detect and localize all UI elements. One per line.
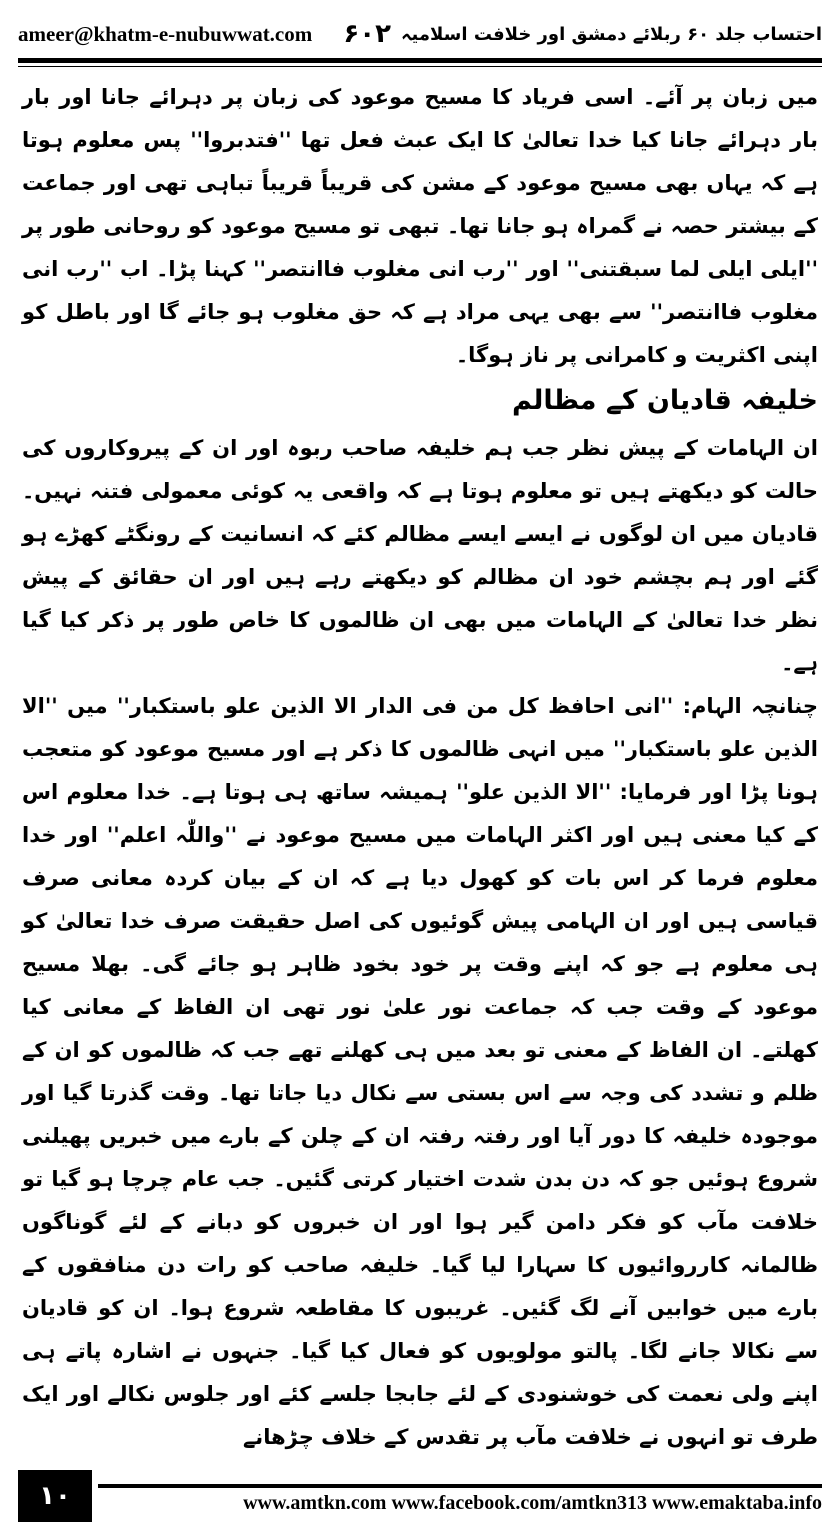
header-rule-thin [18,66,822,67]
paragraph-1: میں زبان پر آئے۔ اسی فریاد کا مسیح موعود کی زبان پر دہرائے جانا اور بار بار دہرائے جانا کیا خدا تعالیٰ کا ایک عبث فعل تھا ''فتدبروا'' پس معلوم ہوتا ہے کہ یہاں بھی مسیح موعود کے مشن کی قریباً قریباً تباہی تھی اور جماعت کے بیشتر حصہ نے گمراہ ہو جانا تھا۔ تبھی تو مسیح موعود کو روحانی طور پر ''ایلی ایلی لما سبقتنی'' اور ''رب انی مغلوب فاانتصر'' کہنا پڑا۔ اب ''رب انی مغلوب فاانتصر'' سے بھی یہی مراد ہے کہ حق مغلوب ہو جائے گا اور باطل کو اپنی اکثریت و کامرانی پر ناز ہوگا۔ [22,85,818,367]
page-body [22,76,818,1450]
header-email[interactable]: ameer@khatm-e-nubuwwat.com [18,21,313,46]
footer-urls[interactable]: www.amtkn.com www.facebook.com/amtkn313 www.emaktaba.info [243,1492,822,1514]
running-title: احتساب جلد ۶۰ ربلائے دمشق اور خلافت اسلامیہ [400,23,822,45]
page-number: ۶۰۲ [343,19,391,49]
header-title-group [343,19,822,49]
page-header [18,14,822,54]
footer-rule [98,1484,822,1488]
page-footer [18,1470,822,1528]
folio-box: ۱۰ [18,1470,92,1522]
header-rule [18,58,822,63]
section-heading: خلیفہ قادیان کے مظالم [512,385,818,416]
paragraph-2: ان الہامات کے پیش نظر جب ہم خلیفہ صاحب ربوہ اور ان کے پیروکاروں کی حالت کو دیکھتے ہیں تو معلوم ہوتا ہے کہ واقعی یہ کوئی معمولی فتنہ نہیں۔ قادیان میں ان لوگوں نے ایسے ایسے مظالم کئے کہ انسانیت کے رونگٹے کھڑے ہو گئے اور ہم بچشم خود ان مظالم کو دیکھتے رہے ہیں اور ان حقائق کے پیش نظر خدا تعالیٰ کے الہامات میں بھی ان ظالموں کا خاص طور پر ذکر کیا گیا ہے۔ [22,436,818,675]
paragraph-3: چنانچہ الہام: ''انی احافظ کل من فی الدار الا الذین علو باستکبار'' میں ''الا الذین علو باستکبار'' میں انہی ظالموں کا ذکر ہے اور مسیح موعود کو متعجب ہونا پڑا اور فرمایا: ''الا الذین علو'' ہمیشہ ساتھ ہی ہوتا ہے۔ خدا معلوم اس کے کیا معنی ہیں اور اکثر الہامات میں مسیح موعود نے ''واللّٰہ اعلم'' اور خدا معلوم فرما کر اس بات کو کھول دیا ہے کہ ان کے بیان کردہ معانی صرف قیاسی ہیں اور ان الہامی پیش گوئیوں کی اصل حقیقت صرف خدا تعالیٰ کو ہی معلوم ہے جو کہ اپنے وقت پر خود بخود ظاہر ہو جائے گی۔ بھلا مسیح موعود کے وقت جب کہ جماعت نور علیٰ نور تھی ان الفاظ کے معانی کیا کھلتے۔ ان الفاظ کے معنی تو بعد میں ہی کھلنے تھے جب کہ ظالموں کو ان کے ظلم و تشدد کی وجہ سے اس بستی سے نکال دیا جاتا تھا۔ وقت گذرتا گیا اور موجودہ خلیفہ کا دور آیا اور رفتہ رفتہ ان کے چلن کے بارے میں خبریں پھیلنی شروع ہوئیں جو کہ دن بدن شدت اختیار کرتی گئیں۔ جب عام چرچا ہو گیا تو خلافت مآب کو فکر دامن گیر ہوا اور ان خبروں کو دبانے کے لئے گوناگوں ظالمانہ کارروائیوں کا سہارا لیا گیا۔ خلیفہ صاحب کو رات دن منافقوں کے بارے میں خوابیں آنے لگ گئیں۔ غریبوں کا مقاطعہ شروع ہوا۔ ان کو قادیان سے نکالا جانے لگا۔ پالتو مولویوں کو فعال کیا گیا۔ جنہوں نے اشارہ پاتے ہی اپنے ولی نعمت کی خوشنودی کے لئے جابجا جلسے کئے اور جلوس نکالے اور ایک طرف تو انہوں نے خلافت مآب پر تقدس کے خلاف چڑھانے [22,694,818,1449]
